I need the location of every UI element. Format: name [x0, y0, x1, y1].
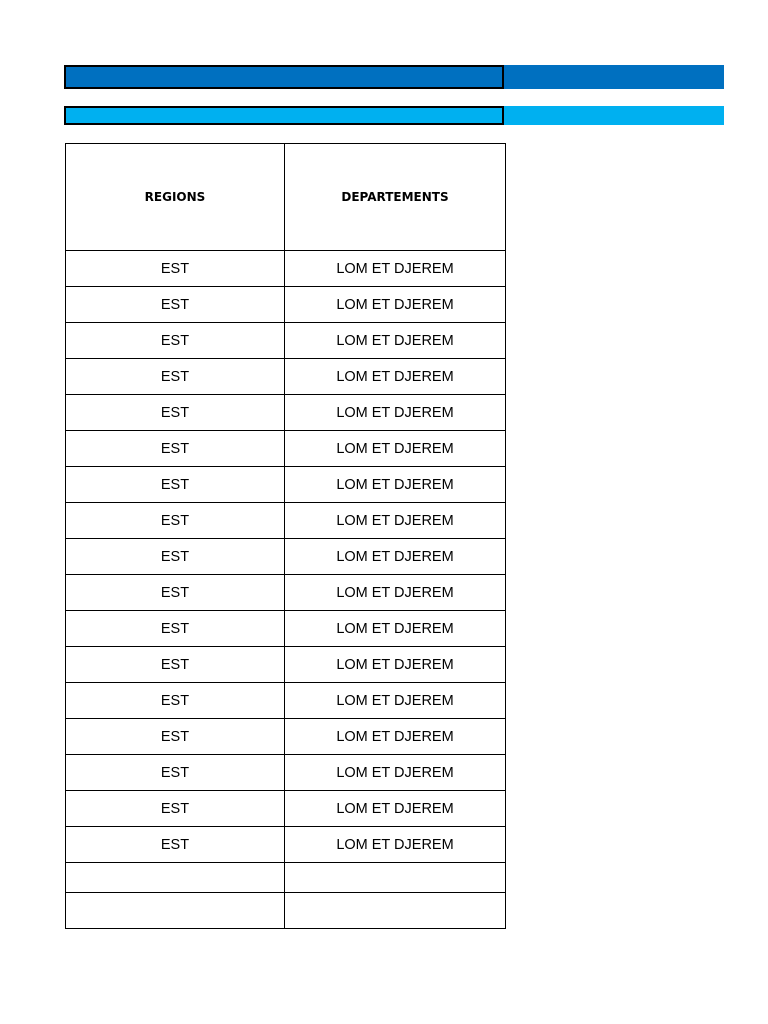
- title-band-dark-cell: [64, 65, 504, 89]
- header-departements: DEPARTEMENTS: [285, 144, 506, 251]
- departement-cell: LOM ET DJEREM: [285, 683, 506, 719]
- region-cell: EST: [66, 827, 285, 863]
- table-row: [66, 395, 506, 431]
- departement-cell: LOM ET DJEREM: [285, 323, 506, 359]
- departement-cell: LOM ET DJEREM: [285, 503, 506, 539]
- region-cell: EST: [66, 755, 285, 791]
- table-row: [66, 287, 506, 323]
- region-cell: EST: [66, 323, 285, 359]
- departement-cell: [285, 893, 506, 929]
- region-cell: EST: [66, 359, 285, 395]
- departement-cell: LOM ET DJEREM: [285, 431, 506, 467]
- region-cell: EST: [66, 575, 285, 611]
- departement-cell: LOM ET DJEREM: [285, 287, 506, 323]
- title-band-light: [64, 106, 724, 125]
- region-cell: EST: [66, 791, 285, 827]
- table-row: [66, 251, 506, 287]
- region-cell: EST: [66, 647, 285, 683]
- region-cell: [66, 893, 285, 929]
- table-row: [66, 359, 506, 395]
- table-row: [66, 467, 506, 503]
- region-cell: EST: [66, 503, 285, 539]
- departement-cell: LOM ET DJEREM: [285, 827, 506, 863]
- departement-cell: LOM ET DJEREM: [285, 539, 506, 575]
- header-regions: REGIONS: [66, 144, 285, 251]
- table-row: [66, 503, 506, 539]
- departement-cell: LOM ET DJEREM: [285, 467, 506, 503]
- region-cell: EST: [66, 287, 285, 323]
- table-row-empty: [66, 893, 506, 929]
- region-cell: EST: [66, 395, 285, 431]
- departement-cell: LOM ET DJEREM: [285, 359, 506, 395]
- table-row: [66, 575, 506, 611]
- table-row: [66, 647, 506, 683]
- region-cell: EST: [66, 539, 285, 575]
- departement-cell: LOM ET DJEREM: [285, 395, 506, 431]
- regions-table: [65, 143, 506, 929]
- header-row: [66, 144, 506, 251]
- departement-cell: LOM ET DJEREM: [285, 575, 506, 611]
- table-row-empty: [66, 863, 506, 893]
- table-row: [66, 539, 506, 575]
- title-band-light-cell: [64, 106, 504, 125]
- title-band-dark: [64, 65, 724, 89]
- departement-cell: LOM ET DJEREM: [285, 791, 506, 827]
- departement-cell: LOM ET DJEREM: [285, 755, 506, 791]
- table-row: [66, 683, 506, 719]
- departement-cell: LOM ET DJEREM: [285, 647, 506, 683]
- table-row: [66, 791, 506, 827]
- region-cell: EST: [66, 467, 285, 503]
- table-row: [66, 827, 506, 863]
- region-cell: EST: [66, 611, 285, 647]
- region-cell: [66, 863, 285, 893]
- departement-cell: LOM ET DJEREM: [285, 719, 506, 755]
- departement-cell: LOM ET DJEREM: [285, 251, 506, 287]
- table-row: [66, 431, 506, 467]
- departement-cell: [285, 863, 506, 893]
- region-cell: EST: [66, 431, 285, 467]
- table-row: [66, 323, 506, 359]
- table-row: [66, 755, 506, 791]
- region-cell: EST: [66, 683, 285, 719]
- table-row: [66, 611, 506, 647]
- region-cell: EST: [66, 251, 285, 287]
- departement-cell: LOM ET DJEREM: [285, 611, 506, 647]
- table-row: [66, 719, 506, 755]
- region-cell: EST: [66, 719, 285, 755]
